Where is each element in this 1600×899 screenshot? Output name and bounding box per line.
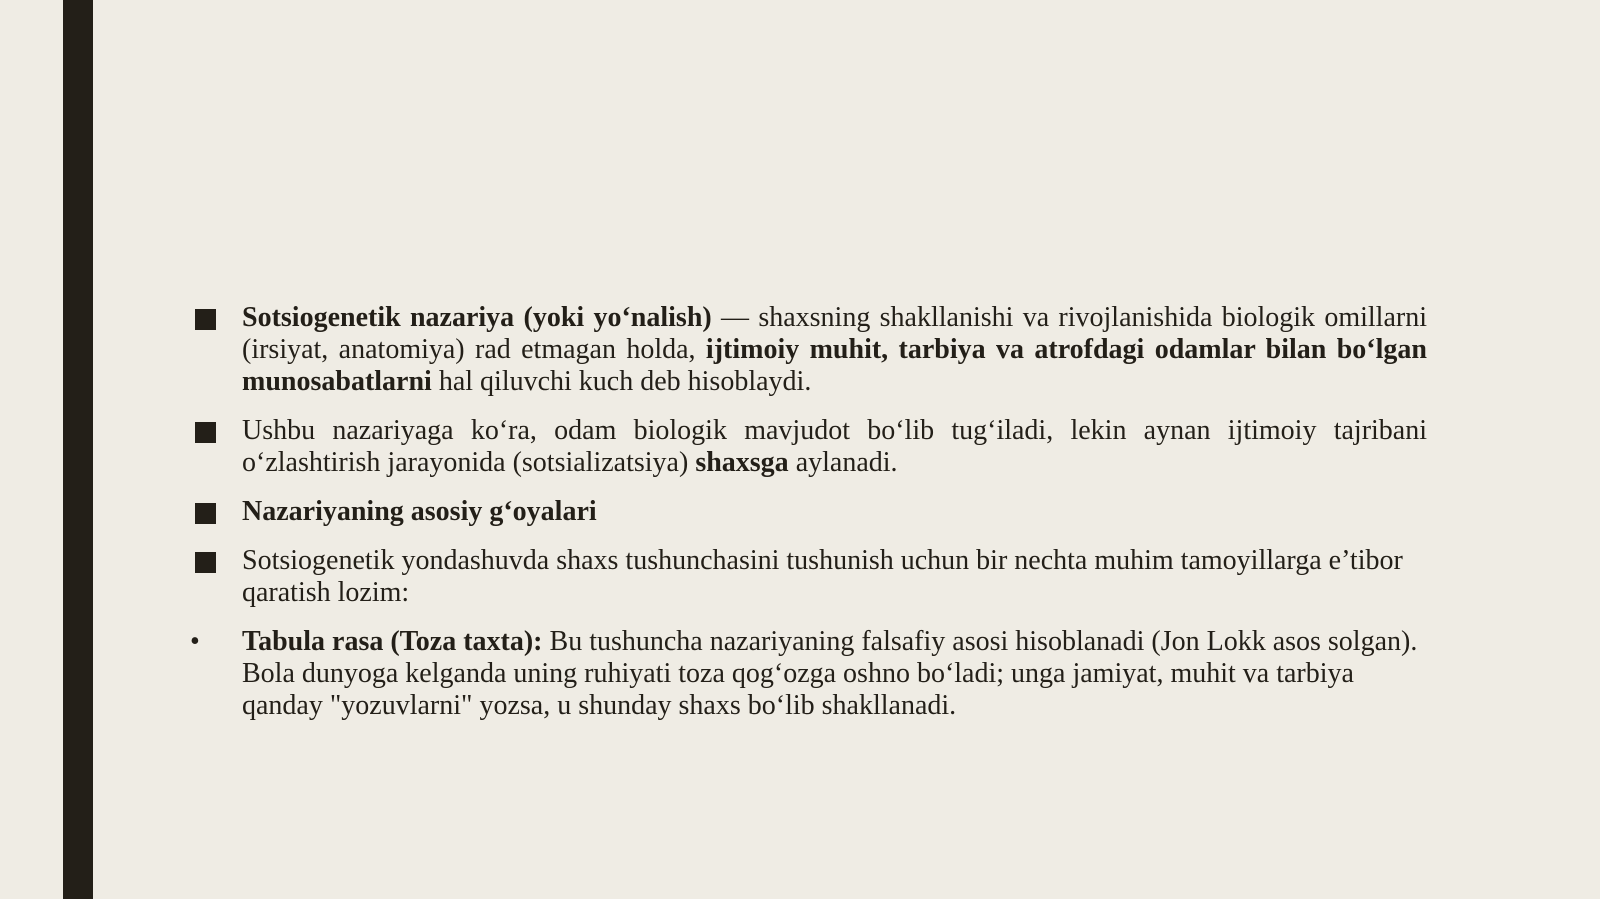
item-text — [242, 415, 1427, 478]
bold-text: shaxsga — [695, 447, 789, 478]
list-item — [190, 545, 1427, 609]
left-accent-bar — [63, 0, 93, 899]
text-span: aylanadi. — [788, 447, 898, 478]
bold-text: Sotsiogenetik nazariya (yoki yo‘nalish) — [242, 302, 712, 333]
list-item — [190, 626, 1427, 722]
item-text — [242, 496, 597, 527]
item-text — [242, 545, 1403, 608]
item-text — [242, 302, 1427, 397]
square-bullet-icon — [195, 309, 216, 330]
item-text — [242, 626, 1417, 721]
text-span: Bu tushuncha nazariyaning falsafiy asosi hisoblanadi (Jon Lokk asos solgan). Bola dunyoga kelganda uning ruhiyati toza qog‘ozga oshno bo‘ladi; unga jamiyat, muhit va tarbiya qanday "yozuvlarni" yozsa, u shunday shaxs bo‘lib shakllanadi. — [242, 626, 1418, 721]
square-bullet-icon — [195, 422, 216, 443]
list-item — [190, 302, 1427, 398]
dot-bullet-icon: • — [190, 626, 200, 657]
text-span: Ushbu nazariyaga ko‘ra, odam biologik mavjudot bo‘lib tug‘iladi, lekin aynan ijtimoiy tajribani o‘zlashtirish jarayonida (sotsializatsiya) — [242, 415, 1427, 478]
list-item — [190, 415, 1427, 479]
square-bullet-icon — [195, 552, 216, 573]
slide-content — [190, 302, 1427, 739]
bold-text: ijtimoiy muhit, tarbiya va atrofdagi odamlar bilan bo‘lgan munosabatlarni — [242, 334, 1427, 397]
text-span: hal qiluvchi kuch deb hisoblaydi. — [431, 366, 812, 397]
bold-text: Tabula rasa (Toza taxta): — [242, 626, 543, 657]
list-item — [190, 496, 1427, 528]
square-bullet-icon — [195, 503, 216, 524]
section-heading: Nazariyaning asosiy g‘oyalari — [242, 496, 597, 527]
text-span: — shaxsning shakllanishi va rivojlanishida biologik omillarni (irsiyat, anatomiya) rad etmagan holda, — [242, 302, 1427, 365]
text-span: Sotsiogenetik yondashuvda shaxs tushunchasini tushunish uchun bir nechta muhim tamoyillarga e’tibor qaratish lozim: — [242, 545, 1403, 608]
